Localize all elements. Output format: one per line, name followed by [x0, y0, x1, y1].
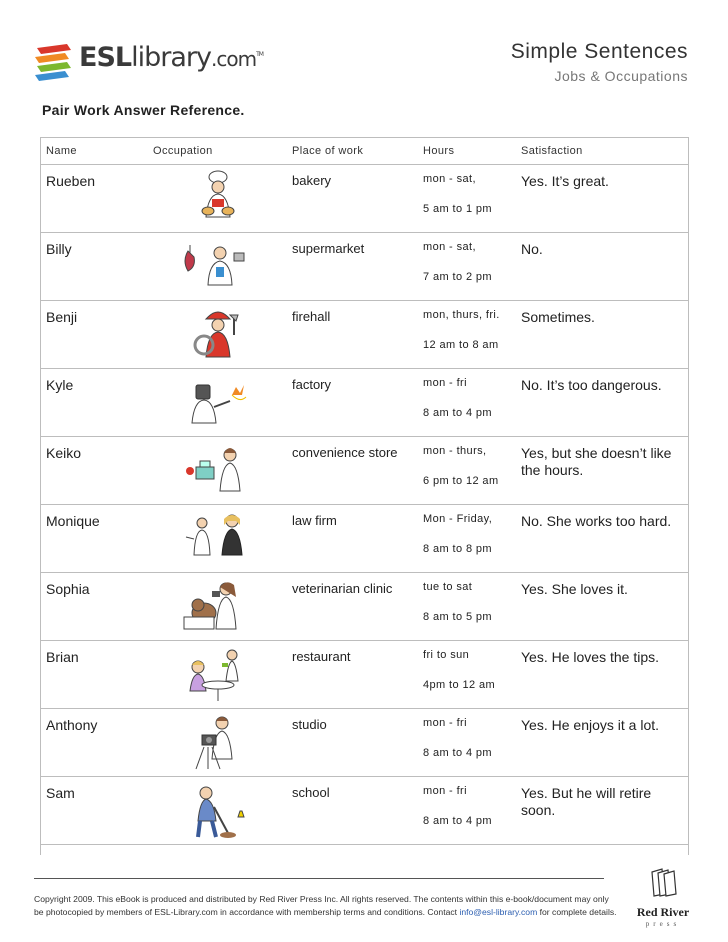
cell-satisfaction: No.: [515, 233, 688, 301]
cell-satisfaction: Yes. He enjoys it a lot.: [515, 709, 688, 777]
hours-days: mon - fri: [423, 717, 467, 729]
cell-hours: [417, 301, 515, 369]
waiter-icon: [178, 645, 256, 705]
contact-email-link[interactable]: info@esl-library.com: [459, 907, 538, 917]
cell-place: studio: [286, 709, 417, 777]
hours-time: 8 am to 5 pm: [423, 611, 492, 623]
cell-place: convenience store: [286, 437, 417, 505]
table-row: [40, 437, 688, 505]
cell-hours: [417, 573, 515, 641]
cell-satisfaction: Yes, but she doesn’t like the hours.: [515, 437, 688, 505]
butcher-icon: [178, 237, 256, 297]
cell-occupation: [147, 709, 286, 777]
cell-place: firehall: [286, 301, 417, 369]
hours-time: 7 am to 2 pm: [423, 271, 492, 283]
hours-time: 8 am to 4 pm: [423, 815, 492, 827]
table-row: [40, 709, 688, 777]
hours-days: tue to sat: [423, 581, 473, 593]
cell-place: bakery: [286, 165, 417, 233]
photographer-icon: [178, 713, 256, 773]
hours-days: mon - fri: [423, 785, 467, 797]
hours-days: mon - sat,: [423, 241, 476, 253]
cell-hours: [417, 709, 515, 777]
cell-name: Sophia: [40, 573, 147, 641]
lawyer-icon: [178, 509, 256, 569]
cell-occupation: [147, 369, 286, 437]
footer-divider: [34, 878, 604, 879]
cell-occupation: [147, 573, 286, 641]
cashier-icon: [178, 441, 256, 501]
cell-hours: [417, 437, 515, 505]
cell-hours: [417, 777, 515, 845]
cell-satisfaction: Yes. He loves the tips.: [515, 641, 688, 709]
cell-name: Benji: [40, 301, 147, 369]
hours-days: mon - thurs,: [423, 445, 487, 457]
column-header-place: Place of work: [286, 138, 417, 165]
hours-days: mon - sat,: [423, 173, 476, 185]
cell-satisfaction: Sometimes.: [515, 301, 688, 369]
pages-icon: [646, 868, 680, 898]
page-header: [511, 40, 688, 84]
book-stack-icon: [33, 40, 77, 84]
table-row: [40, 505, 688, 573]
cell-name: Monique: [40, 505, 147, 573]
cell-satisfaction: Yes. It’s great.: [515, 165, 688, 233]
cell-occupation: [147, 301, 286, 369]
table-row: [40, 777, 688, 845]
column-header-hours: Hours: [417, 138, 515, 165]
section-heading: Pair Work Answer Reference.: [42, 102, 245, 118]
cell-satisfaction: No. She works too hard.: [515, 505, 688, 573]
red-river-press-logo: [628, 868, 698, 930]
cell-occupation: [147, 233, 286, 301]
table-row: [40, 369, 688, 437]
column-header-satisfaction: Satisfaction: [515, 138, 688, 165]
hours-time: 8 am to 4 pm: [423, 407, 492, 419]
column-header-name: Name: [40, 138, 147, 165]
table-row: [40, 573, 688, 641]
table-header-row: [40, 138, 688, 165]
esl-library-logo: [33, 40, 263, 90]
hours-time: 4pm to 12 am: [423, 679, 496, 691]
copyright-footer: Copyright 2009. This eBook is produced and distributed by Red River Press Inc. All rights reserved. The contents within this e-book/document may only be photocopied by members of ESL-Library.com in accordance with membership terms and conditions. Contact info@esl-library.com for complete details.: [34, 894, 617, 917]
welder-icon: [178, 373, 256, 433]
table-row: [40, 641, 688, 709]
publisher-name: Red River: [636, 905, 690, 919]
cell-name: Brian: [40, 641, 147, 709]
cell-name: Keiko: [40, 437, 147, 505]
janitor-icon: [178, 781, 256, 841]
cell-name: Sam: [40, 777, 147, 845]
cell-name: Anthony: [40, 709, 147, 777]
page-title: Simple Sentences: [510, 40, 688, 63]
cell-place: supermarket: [286, 233, 417, 301]
cell-hours: [417, 641, 515, 709]
cell-satisfaction: Yes. She loves it.: [515, 573, 688, 641]
cell-hours: [417, 369, 515, 437]
hours-time: 12 am to 8 am: [423, 339, 499, 351]
cell-occupation: [147, 437, 286, 505]
cell-satisfaction: Yes. But he will retire soon.: [515, 777, 688, 845]
firefighter-icon: [178, 305, 256, 365]
cell-name: Rueben: [40, 165, 147, 233]
cell-hours: [417, 505, 515, 573]
hours-days: Mon - Friday,: [423, 513, 493, 525]
page-subtitle: Jobs & Occupations: [554, 68, 688, 84]
table-row: [40, 165, 688, 233]
hours-days: mon - fri: [423, 377, 467, 389]
hours-time: 6 pm to 12 am: [423, 475, 499, 487]
cell-place: law firm: [286, 505, 417, 573]
cell-occupation: [147, 165, 286, 233]
cell-satisfaction: No. It’s too dangerous.: [515, 369, 688, 437]
column-header-occupation: Occupation: [147, 138, 286, 165]
logo-wordmark: ESLlibrary.com™: [79, 42, 263, 73]
hours-time: 5 am to 1 pm: [423, 203, 492, 215]
hours-time: 8 am to 4 pm: [423, 747, 492, 759]
publisher-sub: press: [645, 920, 681, 928]
hours-time: 8 am to 8 pm: [423, 543, 492, 555]
cell-place: factory: [286, 369, 417, 437]
baker-icon: [178, 169, 256, 229]
cell-place: veterinarian clinic: [286, 573, 417, 641]
table-row: [40, 301, 688, 369]
table-row: [40, 233, 688, 301]
cell-occupation: [147, 777, 286, 845]
cell-name: Kyle: [40, 369, 147, 437]
cell-name: Billy: [40, 233, 147, 301]
cell-hours: [417, 165, 515, 233]
hours-days: fri to sun: [423, 649, 470, 661]
cell-hours: [417, 233, 515, 301]
hours-days: mon, thurs, fri.: [423, 309, 500, 321]
cell-occupation: [147, 641, 286, 709]
cell-occupation: [147, 505, 286, 573]
veterinarian-icon: [178, 577, 256, 637]
table-border-right: [688, 137, 689, 855]
cell-place: restaurant: [286, 641, 417, 709]
answer-table: [40, 137, 688, 845]
cell-place: school: [286, 777, 417, 845]
